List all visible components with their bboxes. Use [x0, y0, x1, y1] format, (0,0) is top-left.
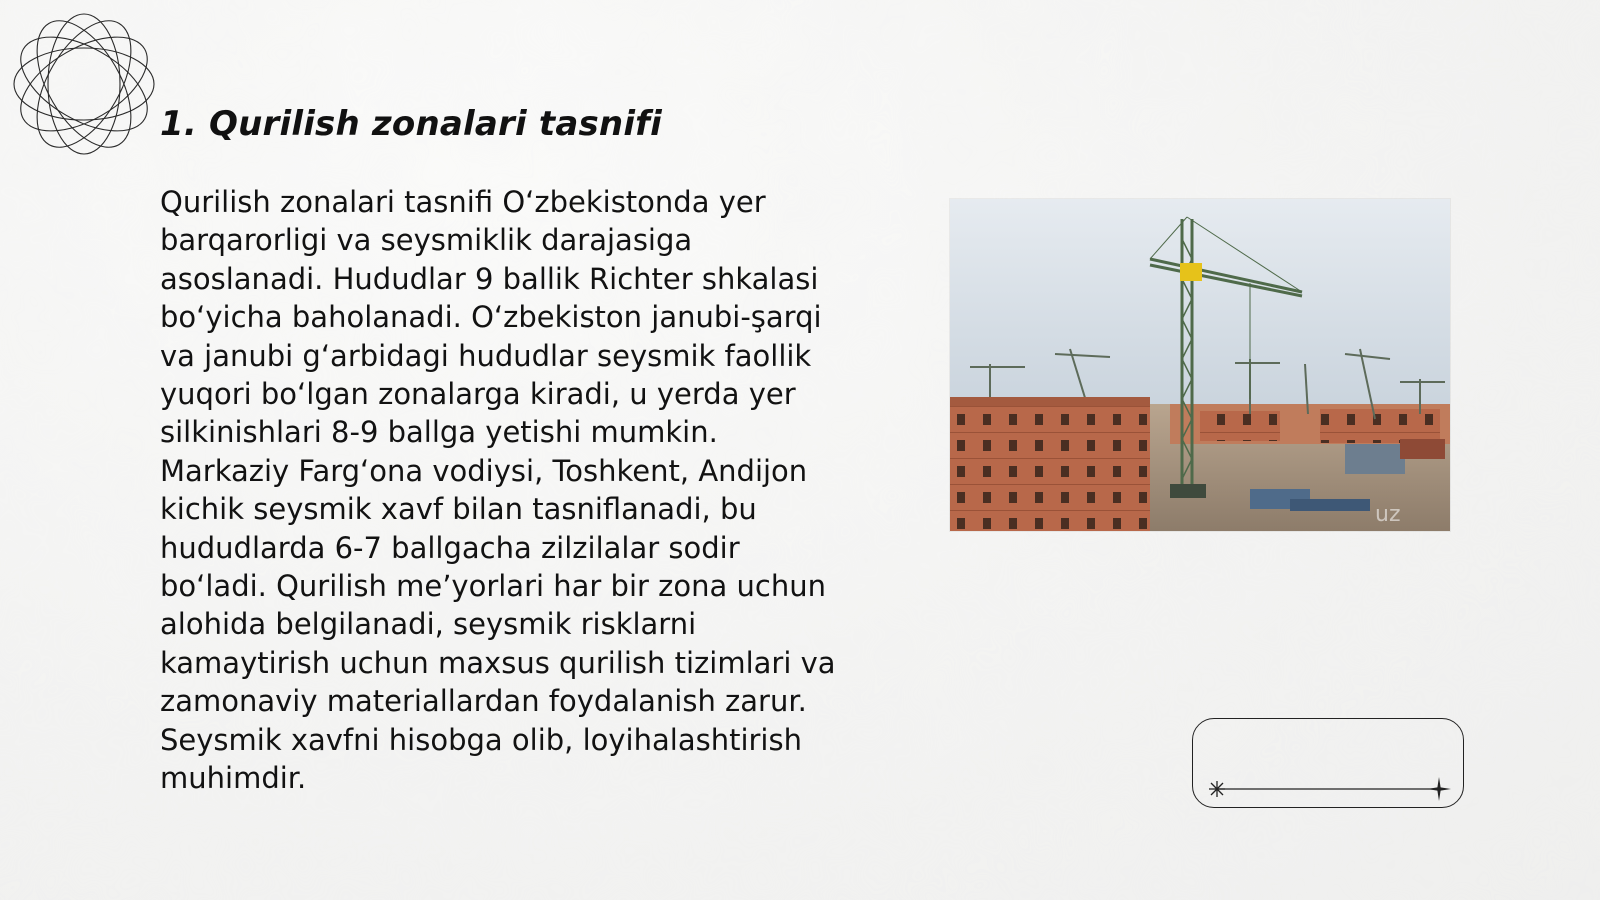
construction-site-photo: [950, 199, 1450, 531]
page-title: 1. Qurilish zonalari tasnifi: [160, 104, 663, 144]
body-paragraph: Qurilish zonalari tasnifi O‘zbekistonda yer barqarorligi va seysmiklik darajasiga asoslanadi. Hududlar 9 ballik Richter shkalasi bo‘yicha baholanadi. O‘zbekiston janubi-şarqi va janubi g‘arbidagi hududlar seysmik faollik yuqori bo‘lgan zonalarga kiradi, u yerda yer silkinishlari 8-9 ballga yetishi mumkin. Markaziy Farg‘ona vodiysi, Toshkent, Andijon kichik seysmik xavf bilan tasniflanadi, bu hududlarda 6-7 ballgacha zilzilalar sodir bo‘ladi. Qurilish me’yorlari har bir zona uchun alohida belgilanadi, seysmik risklarni kamaytirish uchun maxsus qurilish tizimlari va zamonaviy materiallardan foydalanish zarur. Seysmik xavfni hisobga olib, loyihalashtirish muhimdir.: [160, 185, 836, 796]
cross-star-icon: [1427, 777, 1451, 801]
photo-watermark: uz: [1375, 502, 1401, 527]
sparkle-star-icon: [1209, 781, 1225, 797]
decorative-card: [1192, 718, 1464, 808]
orbit-rings-icon: [10, 10, 158, 158]
